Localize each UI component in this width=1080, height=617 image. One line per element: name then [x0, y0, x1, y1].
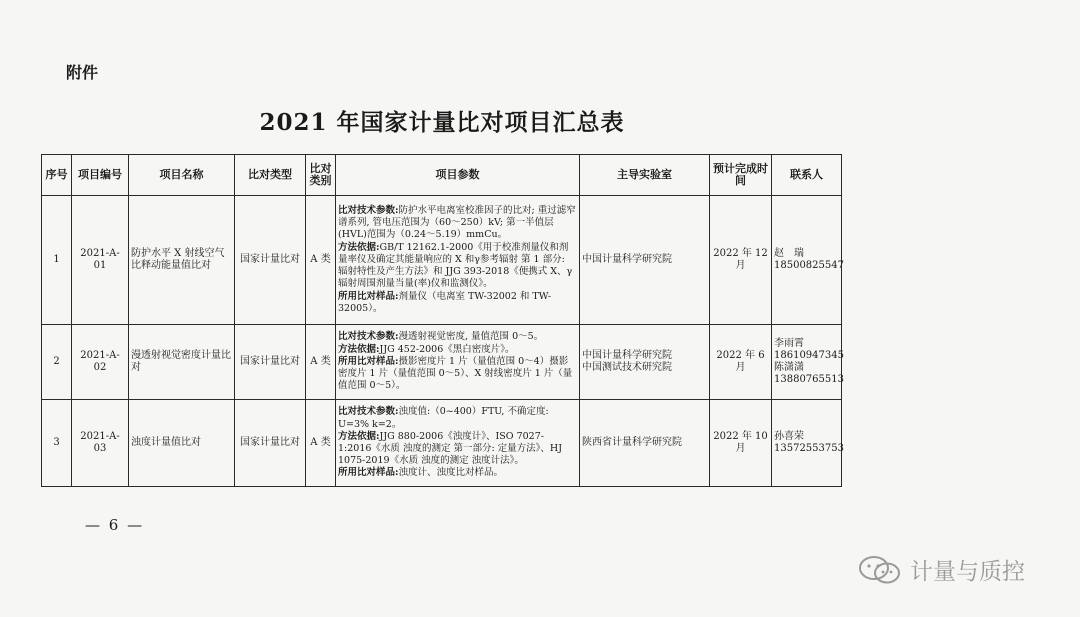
cell-contact: 孙喜荣 13572553753 [772, 400, 842, 487]
param-text: JJG 880-2006《浊度计》、ISO 7027-1:2016《水质 浊度的测定 第一部分: 定量方法》、HJ 1075-2019《水质 浊度的测定 浊度计法》。 [338, 430, 563, 467]
cell-params [336, 400, 580, 487]
header-params: 项目参数 [336, 155, 580, 196]
cell-contact: 李雨霄 18610947345 陈潇潇 13880765513 [772, 325, 842, 400]
param-item [338, 344, 577, 356]
table-row [42, 325, 842, 400]
table-row [42, 196, 842, 325]
attachment-label: 附件 [66, 63, 99, 82]
table-header-row [42, 155, 842, 196]
param-label: 所用比对样品: [338, 467, 399, 479]
param-item [338, 291, 577, 315]
param-label: 所用比对样品: [338, 290, 399, 302]
cell-params [336, 196, 580, 325]
cell-code: 2021-A-02 [72, 325, 129, 400]
param-item [338, 331, 577, 343]
param-text: JJG 452-2006《黑白密度片》。 [379, 343, 515, 355]
cell-date: 2022 年 6 月 [710, 325, 772, 400]
header-date: 预计完成时间 [710, 155, 772, 196]
cell-type: 国家计量比对 [235, 325, 306, 400]
param-label: 方法依据: [338, 343, 380, 355]
param-text: 漫透射视觉密度, 量值范围 0～5。 [398, 331, 544, 343]
param-text: GB/T 12162.1-2000《用于校准剂量仪和剂量率仪及确定其能量响应的 X 和γ参考辐射 第 1 部分: 辐射特性及产生方法》和 JJG 393-2018《便携式 X、γ辐射周围剂量当量(率)仪和监测仪》。 [338, 241, 573, 290]
param-text: 浊度值:（0~400）FTU, 不确定度: U=3% k=2。 [338, 406, 549, 430]
param-label: 方法依据: [338, 241, 380, 253]
param-text: 剂量仪（电离室 TW-32002 和 TW-32005）。 [338, 290, 552, 314]
header-code: 项目编号 [72, 155, 129, 196]
param-item [338, 356, 577, 393]
watermark-text: 计量与质控 [910, 559, 1025, 585]
param-label: 比对技术参数: [338, 205, 399, 217]
param-text: 摄影密度片 1 片（量值范围 0～4）摄影密度片 1 片（量值范围 0～5）、X 射线密度片 1 片（量值范围 0～5）。 [338, 355, 573, 392]
param-label: 方法依据: [338, 430, 380, 442]
cell-code: 2021-A-01 [72, 196, 129, 325]
cell-no: 3 [42, 400, 72, 487]
header-contact: 联系人 [772, 155, 842, 196]
header-name: 项目名称 [129, 155, 235, 196]
cell-date: 2022 年 12 月 [710, 196, 772, 325]
param-text: 浊度计、浊度比对样品。 [398, 467, 504, 479]
cell-lab: 陕西省计量科学研究院 [580, 400, 710, 487]
cell-category: A 类 [306, 196, 336, 325]
cell-contact: 赵 瑞 18500825547 [772, 196, 842, 325]
table-row [42, 400, 842, 487]
cell-category: A 类 [306, 325, 336, 400]
param-item [338, 242, 577, 291]
header-lab: 主导实验室 [580, 155, 710, 196]
cell-name: 防护水平 X 射线空气比释动能量值比对 [129, 196, 235, 325]
param-item [338, 406, 577, 430]
page-number: — 6 — [85, 516, 145, 534]
cell-name: 漫透射视觉密度计量比对 [129, 325, 235, 400]
param-item [338, 431, 577, 468]
header-type: 比对类型 [235, 155, 306, 196]
cell-type: 国家计量比对 [235, 196, 306, 325]
param-item [338, 205, 577, 242]
cell-no: 2 [42, 325, 72, 400]
cell-code: 2021-A-03 [72, 400, 129, 487]
param-text: 防护水平电离室校准因子的比对; 重过滤窄谱系列, 管电压范围为（60～250）kV; 第一半值层(HVL)范围为（0.24～5.19）mmCu。 [338, 205, 576, 241]
cell-name: 浊度计量值比对 [129, 400, 235, 487]
cell-no: 1 [42, 196, 72, 325]
cell-date: 2022 年 10 月 [710, 400, 772, 487]
cell-category: A 类 [306, 400, 336, 487]
param-item [338, 467, 577, 479]
summary-table [41, 154, 842, 487]
cell-lab: 中国计量科学研究院 中国测试技术研究院 [580, 325, 710, 400]
param-label: 所用比对样品: [338, 355, 399, 367]
cell-lab: 中国计量科学研究院 [580, 196, 710, 325]
page-title: 2021 年国家计量比对项目汇总表 [259, 109, 625, 136]
header-category: 比对类别 [306, 155, 336, 196]
header-no: 序号 [42, 155, 72, 196]
cell-type: 国家计量比对 [235, 400, 306, 487]
wechat-icon [858, 555, 902, 585]
cell-params [336, 325, 580, 400]
param-label: 比对技术参数: [338, 406, 399, 418]
param-label: 比对技术参数: [338, 331, 399, 343]
watermark [858, 553, 1025, 586]
